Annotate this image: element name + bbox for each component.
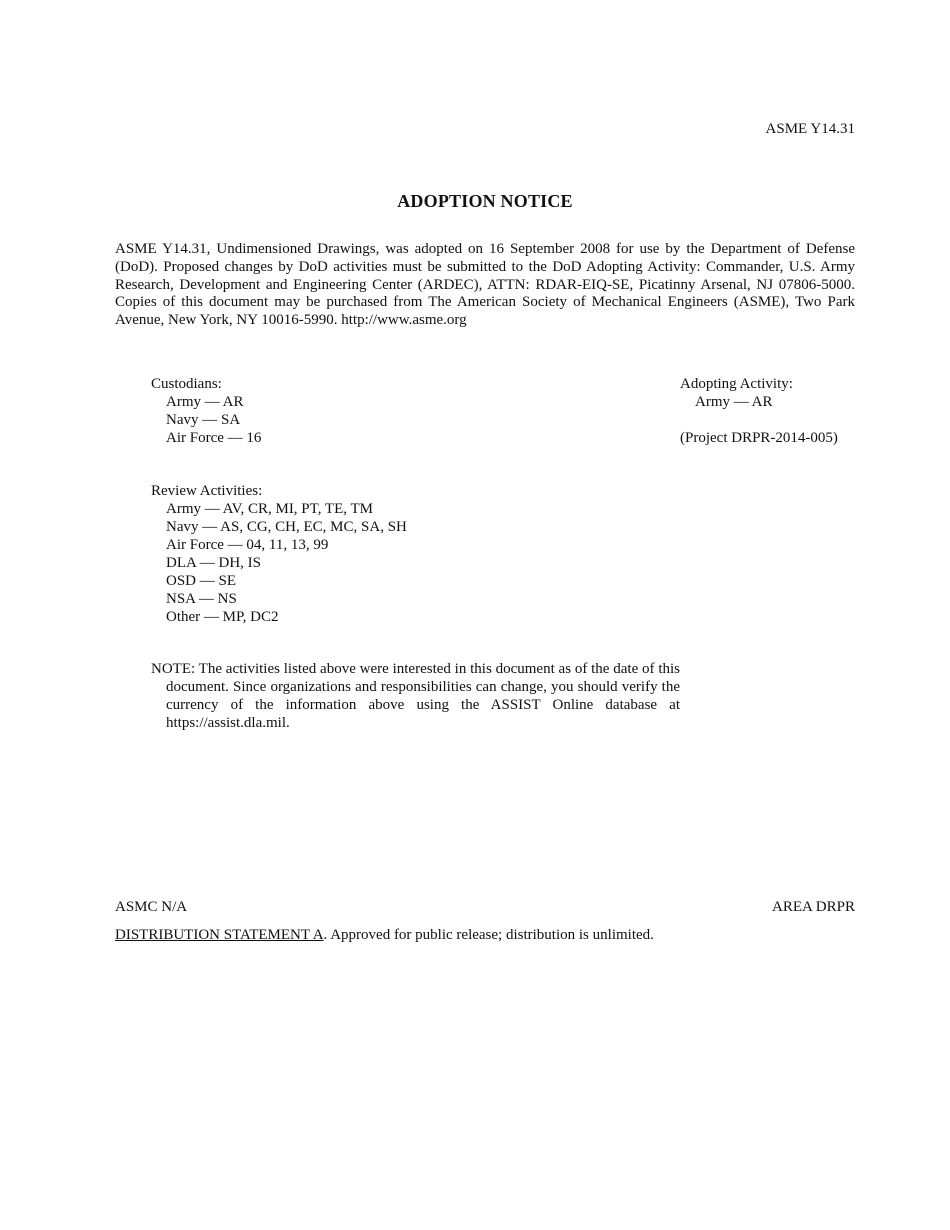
review-activity-item: Navy — AS, CG, CH, EC, MC, SA, SH <box>166 519 407 535</box>
review-activity-item: OSD — SE <box>166 573 237 589</box>
distribution-statement <box>115 926 875 944</box>
adopting-activity-section <box>680 375 920 447</box>
asmc-label: ASMC N/A <box>115 899 188 915</box>
project-number: (Project DRPR-2014-005) <box>680 430 838 446</box>
review-activities-list <box>151 500 551 626</box>
custodian-item: Army — AR <box>166 394 244 410</box>
review-activity-item: Other — MP, DC2 <box>166 609 279 625</box>
adopting-activity-item: Army — AR <box>695 394 773 410</box>
custodian-item: Navy — SA <box>166 412 241 428</box>
adopting-activity-label: Adopting Activity: <box>680 376 793 392</box>
custodians-label: Custodians: <box>151 376 222 392</box>
document-id: ASME Y14.31 <box>765 121 855 137</box>
page-title: ADOPTION NOTICE <box>397 191 573 211</box>
intro-paragraph: ASME Y14.31, Undimensioned Drawings, was adopted on 16 September 2008 for use by the Department of Defense (DoD). Proposed changes by DoD activities must be submitted to the DoD Adopting Activity: Commander, U.S. Army Research, Development and Engineering Center (ARDEC), ATTN: RDAR-EIQ-SE, Picatinny Arsenal, NJ 07806-5000. Copies of this document may be purchased from The American Society of Mechanical Engineers (ASME), Two Park Avenue, New York, NY 10016-5990. http://www.asme.org <box>115 241 855 329</box>
review-activity-item: Air Force — 04, 11, 13, 99 <box>166 537 329 553</box>
review-activity-item: NSA — NS <box>166 591 237 607</box>
distribution-statement-text: . Approved for public release; distribution is unlimited. <box>323 927 654 943</box>
adopting-activity-list <box>680 393 920 411</box>
review-activities-label: Review Activities: <box>151 483 263 499</box>
review-activity-item: Army — AV, CR, MI, PT, TE, TM <box>166 501 373 517</box>
custodians-section <box>151 375 451 447</box>
custodian-item: Air Force — 16 <box>166 430 262 446</box>
area-label: AREA DRPR <box>772 899 855 915</box>
custodians-list <box>151 393 451 447</box>
review-activity-item: DLA — DH, IS <box>166 555 262 571</box>
distribution-statement-label: DISTRIBUTION STATEMENT A <box>115 927 324 943</box>
note-paragraph: NOTE: The activities listed above were interested in this document as of the date of this document. Since organizations and responsibilities can change, you should verify the currency of the information above using the ASSIST Online database at https://assist.dla.mil. <box>151 661 680 731</box>
review-activities-section <box>151 482 551 626</box>
